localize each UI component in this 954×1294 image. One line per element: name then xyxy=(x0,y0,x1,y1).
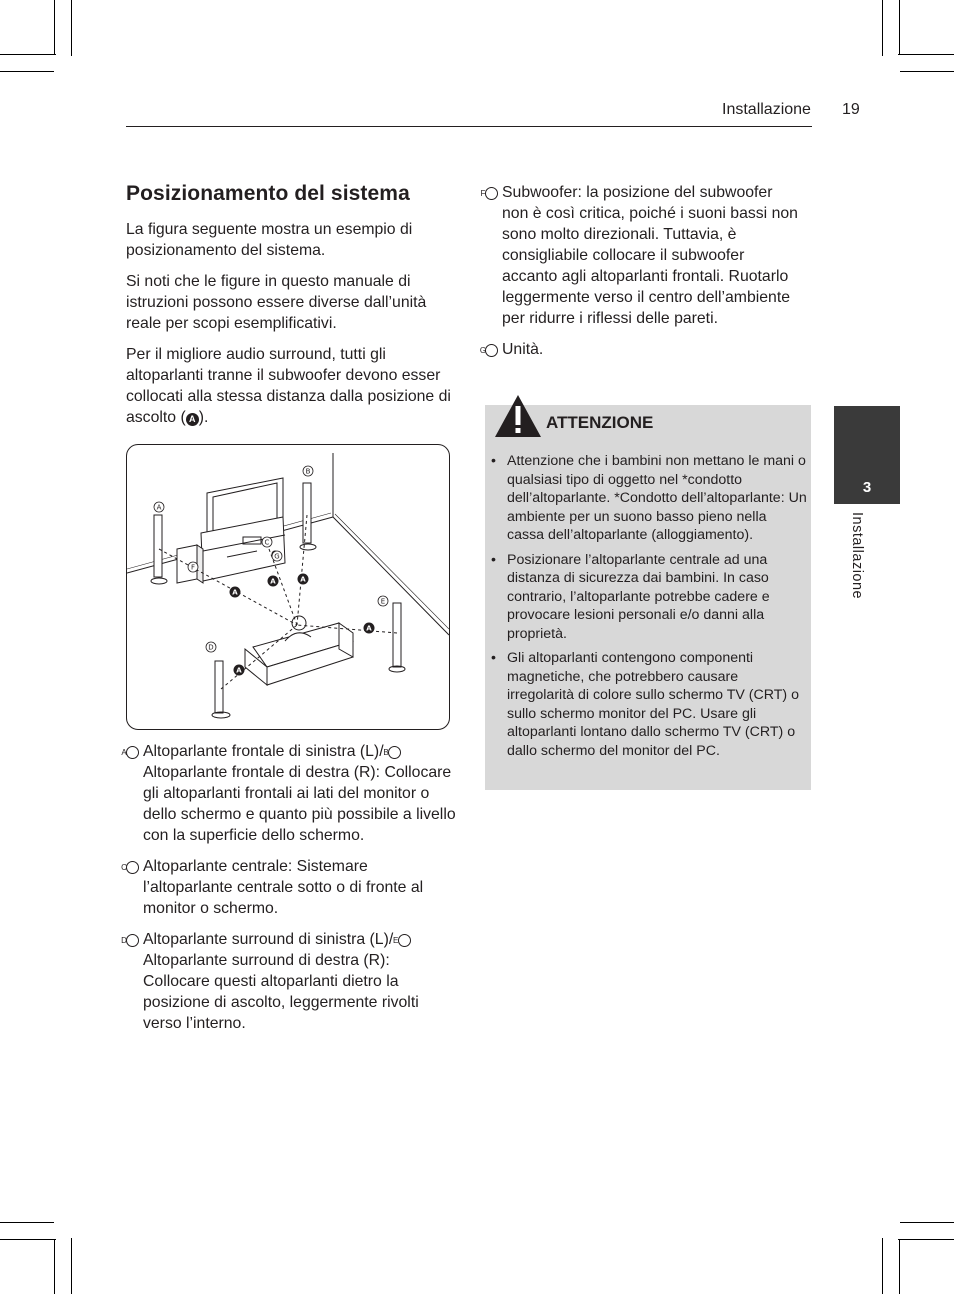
fig-label-d-text: D xyxy=(208,643,214,652)
intro-column xyxy=(126,182,456,438)
fig-label-g xyxy=(272,551,282,561)
caution-item-3-text: Gli altoparlanti contengono componenti magnetiche, che potrebbero causare irregolarità di colore sullo schermo TV (CRT) o sullo schermo monitor del PC. Usare gli altoparlanti lontano dallo schermo TV (CRT) o dallo schermo del monitor del PC. xyxy=(507,650,799,759)
speaker-placement-figure xyxy=(126,444,450,730)
legend-item-f xyxy=(480,182,803,329)
caution-item-3: • Gli altoparlanti contengono componenti magnetiche, che potrebbero causare irregolarità di colore sullo schermo TV (CRT) o sullo schermo monitor del PC. Usare gli altoparlanti lontano dallo schermo TV (CRT) o dallo schermo del monitor del PC. xyxy=(491,650,799,759)
distance-badge-3 xyxy=(298,574,309,585)
letter-e: E xyxy=(398,934,411,947)
fig-label-f xyxy=(188,562,198,572)
caution-item-2-text: Posizionare l’altoparlante centrale ad una distanza di sicurezza dai bambini. In caso contrario, l’altoparlante potrebbe cadere e provocare lesioni personali e/o danni alla proprietà. xyxy=(507,551,770,642)
chapter-tab xyxy=(834,406,900,504)
legend-item-de-text-2: Altoparlante surround di destra (R): Collocare questi altoparlanti dietro la posizione di ascolto, leggermente rivolti verso l’interno. xyxy=(143,952,419,1032)
chapter-label: Installazione xyxy=(849,512,865,600)
distance-badge-5 xyxy=(234,665,245,676)
caution-title: ATTENZIONE xyxy=(546,413,654,432)
page-number: 19 xyxy=(842,101,860,118)
header-rule xyxy=(126,126,812,127)
paragraph-2: Si noti che le figure in questo manuale di istruzioni possono essere diverse dall’unità reale per scopi esemplificativi. xyxy=(126,273,427,332)
fig-label-g-text: G xyxy=(274,552,280,561)
paragraph-3 xyxy=(126,344,456,428)
paragraph-1: La figura seguente mostra un esempio di posizionamento del sistema. xyxy=(126,221,413,259)
fig-label-e-text: E xyxy=(380,597,386,606)
legend-item-de xyxy=(121,929,456,1034)
distance-badge-2-text: A xyxy=(270,577,276,586)
chapter-number: 3 xyxy=(862,479,872,496)
legend-item-f-text: Subwoofer: la posizione del subwoofer non è così critica, poiché i suoni bassi non sono molto direzionali. Tuttavia, è consigliabile collocare il subwoofer accanto agli altoparlanti frontali. Ruotarlo leggermente verso il centro dell’ambiente per ridurre i riflessi delle pareti. xyxy=(502,184,798,327)
distance-badge-4 xyxy=(364,623,375,634)
distance-badge-1-text: A xyxy=(232,588,238,597)
caution-item-2: • Posizionare l’altoparlante centrale ad una distanza di sicurezza dai bambini. In caso contrario, l’altoparlante potrebbe cadere e provocare lesioni personali e/o danni alla proprietà. xyxy=(491,551,770,642)
distance-badge: A xyxy=(186,413,199,426)
fig-label-c xyxy=(262,537,272,547)
legend-item-ab xyxy=(121,741,456,846)
legend-item-g-text: Unità. xyxy=(502,341,544,358)
letter-d: D xyxy=(126,934,139,947)
legend-left xyxy=(121,741,456,1044)
fig-label-a-text: A xyxy=(156,503,162,512)
sofa xyxy=(245,623,353,685)
letter-c: C xyxy=(126,861,139,874)
listener xyxy=(285,616,311,641)
caution-box xyxy=(485,405,811,790)
fig-label-a xyxy=(154,502,164,512)
fig-label-e xyxy=(378,596,388,606)
wall-floor-right xyxy=(333,517,449,635)
legend-item-ab-text-2: Altoparlante frontale di destra (R): Collocare gli altoparlanti frontali ai lati del monitor o dello schermo e quanto più possibile a livello con la superficie dello schermo. xyxy=(143,764,456,844)
fig-label-d xyxy=(206,642,216,652)
distance-badge-5-text: A xyxy=(236,666,242,675)
surround-right-speaker xyxy=(389,603,405,672)
paragraph-3-text: Per il migliore audio surround, tutti gli altoparlanti tranne il subwoofer devono esser collocati alla stessa distanza dalla posizione di ascolto ( xyxy=(126,346,451,426)
surround-left-speaker xyxy=(212,661,230,718)
caution-item-1: • Attenzione che i bambini non mettano le mani o qualsiasi tipo di oggetto nel *condotto dell’altoparlante. *Condotto dell’altoparlante: Un ambiente per un suono basso pieno nella cassa dell’altoparlante (alloggiamento). xyxy=(491,453,807,543)
distance-badge-3-text: A xyxy=(300,575,306,584)
caution-item-1-text: Attenzione che i bambini non mettano le mani o qualsiasi tipo di oggetto nel *condotto dell’altoparlante. *Condotto dell’altoparlante: Un ambiente per un suono basso pieno nella cassa dell’altoparlante (alloggiamento). xyxy=(507,453,807,543)
letter-g: G xyxy=(485,344,498,357)
legend-item-de-text-1: Altoparlante surround di sinistra (L)/ xyxy=(143,931,394,948)
fig-label-b xyxy=(303,466,313,476)
running-header-section: Installazione xyxy=(722,101,811,118)
room-illustration xyxy=(127,445,449,729)
fig-label-b-text: B xyxy=(305,467,311,476)
front-right-speaker xyxy=(300,483,316,550)
legend-item-c xyxy=(121,856,456,919)
warning-icon xyxy=(493,393,543,439)
legend-item-ab-text-1: Altoparlante frontale di sinistra (L)/ xyxy=(143,743,384,760)
fig-label-c-text: C xyxy=(264,538,270,547)
legend-item-g xyxy=(479,339,803,360)
fig-label-f-text: F xyxy=(190,563,196,572)
paragraph-3-end: ). xyxy=(198,409,209,426)
section-title: Posizionamento del sistema xyxy=(126,182,410,205)
legend-right xyxy=(479,182,803,370)
distance-badge-2 xyxy=(268,576,279,587)
legend-item-c-text: Altoparlante centrale: Sistemare l’altoparlante centrale sotto o di fronte al monitor o schermo. xyxy=(143,858,424,917)
caution-list xyxy=(491,452,807,766)
distance-badge-4-text: A xyxy=(366,624,372,633)
distance-badge-1 xyxy=(230,587,241,598)
letter-a: A xyxy=(126,746,139,759)
letter-b: B xyxy=(388,746,401,759)
letter-f: F xyxy=(485,187,498,200)
